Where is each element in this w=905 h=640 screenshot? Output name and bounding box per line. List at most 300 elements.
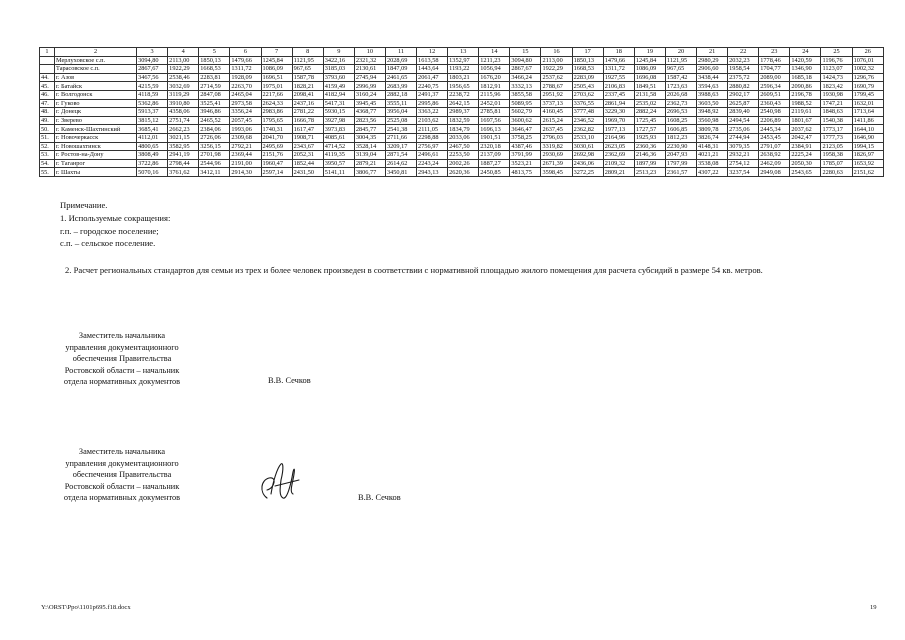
- table-cell: 2714,59: [199, 82, 230, 91]
- table-cell: 3809,78: [697, 125, 728, 134]
- table-cell: 1608,25: [665, 116, 696, 125]
- table-cell: 2823,56: [354, 116, 385, 125]
- table-cell: 24: [790, 48, 821, 57]
- table-cell: 1969,70: [603, 116, 634, 125]
- table-cell: 1988,52: [790, 99, 821, 108]
- table-cell: 2943,13: [417, 168, 448, 177]
- table-cell: 2541,38: [385, 125, 416, 134]
- table-cell: 3538,08: [697, 159, 728, 168]
- handwritten-signature: [253, 458, 303, 508]
- table-cell: 1479,66: [603, 56, 634, 65]
- table-cell: 1826,97: [852, 151, 883, 160]
- table-cell: 2452,01: [479, 99, 510, 108]
- table-header-row: [40, 48, 884, 57]
- table-cell: 967,65: [292, 65, 323, 74]
- table-cell: 2662,23: [168, 125, 199, 134]
- table-row: [40, 168, 884, 177]
- table-row: [40, 125, 884, 134]
- table-cell: 3119,29: [168, 90, 199, 99]
- signatory-title-line: Ростовской области – начальник: [64, 365, 180, 375]
- table-cell: 4119,35: [323, 151, 354, 160]
- table-cell: 1922,29: [168, 65, 199, 74]
- table-cell: 1799,45: [852, 90, 883, 99]
- table-cell: 1587,42: [665, 73, 696, 82]
- table-row: [40, 108, 884, 117]
- table-cell: 1587,78: [292, 73, 323, 82]
- table-cell: 2983,86: [261, 108, 292, 117]
- table-cell: 2033,06: [448, 133, 479, 142]
- table-cell: 1696,08: [634, 73, 665, 82]
- table-cell: 3722,86: [137, 159, 168, 168]
- table-cell: 2283,81: [199, 73, 230, 82]
- table-row: [40, 73, 884, 82]
- table-cell: г. Волгодонск: [55, 90, 137, 99]
- table-cell: 1196,76: [821, 56, 852, 65]
- table-cell: 3237,54: [728, 168, 759, 177]
- table-cell: 18: [603, 48, 634, 57]
- table-cell: 1925,93: [634, 133, 665, 142]
- table-cell: 2090,86: [790, 82, 821, 91]
- table-cell: 1666,78: [292, 116, 323, 125]
- table-cell: 47.: [40, 99, 55, 108]
- table-cell: 1975,01: [261, 82, 292, 91]
- table-cell: 2703,62: [572, 90, 603, 99]
- table-cell: 2906,60: [697, 65, 728, 74]
- table-cell: 17: [572, 48, 603, 57]
- signatory-title-block: [47, 330, 197, 388]
- abbreviation-sp: с.п. – сельское поселение.: [60, 238, 156, 249]
- table-cell: г. Новошахтинск: [55, 142, 137, 151]
- table-cell: 3079,35: [728, 142, 759, 151]
- table-cell: 3094,80: [137, 56, 168, 65]
- table-cell: 1696,13: [479, 125, 510, 134]
- table-cell: 1311,72: [230, 65, 261, 74]
- table-cell: 3988,63: [697, 90, 728, 99]
- table-cell: 1897,99: [634, 159, 665, 168]
- table-cell: 2941,19: [168, 151, 199, 160]
- table-cell: 1076,01: [852, 56, 883, 65]
- table-cell: 3523,21: [510, 159, 541, 168]
- table-cell: 2361,57: [665, 168, 696, 177]
- table-cell: 16: [541, 48, 572, 57]
- table-cell: 1685,18: [790, 73, 821, 82]
- table-cell: [40, 65, 55, 74]
- table-cell: 3021,15: [168, 133, 199, 142]
- table-cell: 46.: [40, 90, 55, 99]
- table-cell: 5913,37: [137, 108, 168, 117]
- table-cell: 2462,09: [759, 159, 790, 168]
- table-cell: 1540,38: [821, 116, 852, 125]
- table-cell: 3332,13: [510, 82, 541, 91]
- table-cell: 1352,97: [448, 56, 479, 65]
- table-cell: 2796,03: [541, 133, 572, 142]
- table-cell: 2537,62: [541, 73, 572, 82]
- table-cell: 49.: [40, 116, 55, 125]
- table-row: [40, 65, 884, 74]
- table-cell: 2113,00: [541, 56, 572, 65]
- table-cell: 2781,22: [292, 108, 323, 117]
- table-cell: 1632,01: [852, 99, 883, 108]
- table-cell: 2253,50: [448, 151, 479, 160]
- table-cell: 2867,67: [510, 65, 541, 74]
- table-cell: 2535,02: [634, 99, 665, 108]
- table-cell: 2298,88: [417, 133, 448, 142]
- table-cell: 2614,62: [385, 159, 416, 168]
- table-cell: 2696,53: [665, 108, 696, 117]
- table-cell: 2445,34: [759, 125, 790, 134]
- table-cell: 13: [448, 48, 479, 57]
- table-cell: 2543,65: [790, 168, 821, 177]
- table-cell: 44.: [40, 73, 55, 82]
- table-cell: 3793,60: [323, 73, 354, 82]
- table-cell: 3555,11: [385, 99, 416, 108]
- table-cell: 4118,59: [137, 90, 168, 99]
- table-cell: 2494,54: [728, 116, 759, 125]
- table-cell: 14: [479, 48, 510, 57]
- table-cell: 3910,80: [168, 99, 199, 108]
- table-cell: 3319,82: [541, 142, 572, 151]
- table-cell: 2624,33: [261, 99, 292, 108]
- table-cell: 20: [665, 48, 696, 57]
- table-cell: 1606,85: [665, 125, 696, 134]
- table-cell: 2032,23: [728, 56, 759, 65]
- table-cell: 3438,44: [697, 73, 728, 82]
- table-cell: 1690,79: [852, 82, 883, 91]
- table-cell: 3412,11: [199, 168, 230, 177]
- table-cell: 2002,26: [448, 159, 479, 168]
- table-cell: 3945,45: [354, 99, 385, 108]
- table-cell: 2052,31: [292, 151, 323, 160]
- table-cell: 2123,05: [821, 142, 852, 151]
- table-cell: 1993,06: [230, 125, 261, 134]
- table-cell: 2839,40: [728, 108, 759, 117]
- table-cell: 6: [230, 48, 261, 57]
- table-cell: 2788,67: [541, 82, 572, 91]
- table-cell: 2362,69: [603, 151, 634, 160]
- table-cell: 1803,21: [448, 73, 479, 82]
- table-cell: 1211,23: [479, 56, 510, 65]
- table-cell: 3528,14: [354, 142, 385, 151]
- table-cell: 52.: [40, 142, 55, 151]
- table-cell: 2130,61: [354, 65, 385, 74]
- table-cell: 5089,95: [510, 99, 541, 108]
- table-cell: 2119,61: [790, 108, 821, 117]
- table-cell: 3737,13: [541, 99, 572, 108]
- table-cell: 1424,73: [821, 73, 852, 82]
- table-cell: 1801,67: [790, 116, 821, 125]
- table-cell: 2867,67: [137, 65, 168, 74]
- table-cell: 19: [634, 48, 665, 57]
- table-cell: 1834,79: [448, 125, 479, 134]
- table-cell: 50.: [40, 125, 55, 134]
- table-cell: 4182,94: [323, 90, 354, 99]
- table-cell: 2057,45: [230, 116, 261, 125]
- signatory-title-line: отдела нормативных документов: [63, 493, 181, 503]
- table-cell: 2845,77: [354, 125, 385, 134]
- table-cell: 3466,24: [510, 73, 541, 82]
- table-cell: 1797,99: [665, 159, 696, 168]
- table-cell: 5141,11: [323, 168, 354, 177]
- table-cell: 4813,75: [510, 168, 541, 177]
- table-cell: 1346,90: [790, 65, 821, 74]
- table-cell: 3950,57: [323, 159, 354, 168]
- table-cell: 2609,51: [759, 90, 790, 99]
- table-cell: 2871,54: [385, 151, 416, 160]
- table-cell: 2467,50: [448, 142, 479, 151]
- table-cell: 1697,56: [479, 116, 510, 125]
- table-cell: 2791,07: [759, 142, 790, 151]
- table-cell: 5362,86: [137, 99, 168, 108]
- table-cell: 2637,45: [541, 125, 572, 134]
- table-cell: 1123,07: [821, 65, 852, 74]
- table-cell: 1747,21: [821, 99, 852, 108]
- notes-item-1: 1. Используемые сокращения:: [60, 212, 171, 223]
- table-cell: 15: [510, 48, 541, 57]
- table-cell: 3806,77: [354, 168, 385, 177]
- regional-standards-table: [39, 47, 884, 177]
- table-cell: 2751,74: [168, 116, 199, 125]
- table-cell: 5930,15: [323, 108, 354, 117]
- table-cell: 2217,66: [261, 90, 292, 99]
- signatory-title-line: Заместитель начальника: [78, 331, 166, 340]
- table-cell: 2798,44: [168, 159, 199, 168]
- table-cell: 2041,70: [261, 133, 292, 142]
- table-cell: 1812,91: [479, 82, 510, 91]
- table-cell: 1795,65: [261, 116, 292, 125]
- table-cell: 1852,44: [292, 159, 323, 168]
- table-cell: 2735,06: [728, 125, 759, 134]
- table-cell: 1: [40, 48, 55, 57]
- table-cell: 1832,59: [448, 116, 479, 125]
- table-cell: 2726,06: [199, 133, 230, 142]
- table-row: [40, 116, 884, 125]
- table-row: [40, 56, 884, 65]
- table-cell: 2496,61: [417, 151, 448, 160]
- table-cell: 967,65: [665, 65, 696, 74]
- table-cell: 1479,66: [230, 56, 261, 65]
- notes-section: [60, 199, 170, 250]
- table-cell: г. Шахты: [55, 168, 137, 177]
- table-cell: 1086,09: [261, 65, 292, 74]
- table-cell: 2544,96: [199, 159, 230, 168]
- table-cell: 2436,06: [572, 159, 603, 168]
- table-cell: 2191,00: [230, 159, 261, 168]
- table-cell: 2453,45: [759, 133, 790, 142]
- table-cell: 3467,56: [137, 73, 168, 82]
- table-cell: 3032,69: [168, 82, 199, 91]
- table-cell: 2026,68: [665, 90, 696, 99]
- table-cell: 2642,15: [448, 99, 479, 108]
- table-cell: 2882,24: [634, 108, 665, 117]
- table-cell: 2337,45: [603, 90, 634, 99]
- signatory-title-line: обеспечения Правительства: [72, 354, 172, 364]
- table-cell: 1245,84: [634, 56, 665, 65]
- table-cell: 1646,90: [852, 133, 883, 142]
- table-cell: Мерлуховское с.п.: [55, 56, 137, 65]
- table-cell: 3855,58: [510, 90, 541, 99]
- signatory-title-line: отдела нормативных документов: [63, 377, 181, 387]
- table-cell: 3598,45: [541, 168, 572, 177]
- table-cell: 2146,36: [634, 151, 665, 160]
- table-cell: 1928,09: [230, 73, 261, 82]
- table-cell: 3094,80: [510, 56, 541, 65]
- table-cell: 2243,24: [417, 159, 448, 168]
- table-cell: 2360,43: [759, 99, 790, 108]
- signatory-title-line: управления документационного: [65, 458, 179, 468]
- table-cell: 2847,08: [199, 90, 230, 99]
- table-cell: 1121,95: [665, 56, 696, 65]
- notes-item-2: 2. Расчет региональных стандартов для семьи из трех и более человек произведен в соответствии с нормативной площадью жилого помещения для расчета субсидий в размере 54 кв. метров.: [65, 265, 763, 275]
- table-cell: 3685,41: [137, 125, 168, 134]
- table-cell: 2: [55, 48, 137, 57]
- table-cell: 1704,77: [759, 65, 790, 74]
- table-cell: 3422,16: [323, 56, 354, 65]
- table-cell: 2596,34: [759, 82, 790, 91]
- table-row: [40, 142, 884, 151]
- table-cell: 1994,15: [852, 142, 883, 151]
- table-cell: 3185,03: [323, 65, 354, 74]
- table-cell: 3256,15: [199, 142, 230, 151]
- table-cell: 2756,97: [417, 142, 448, 151]
- table-cell: 1901,51: [479, 133, 510, 142]
- table-cell: 2465,52: [199, 116, 230, 125]
- table-cell: 2362,82: [572, 125, 603, 134]
- table-cell: 3004,35: [354, 133, 385, 142]
- table-cell: 2050,30: [790, 159, 821, 168]
- table-cell: 3761,62: [168, 168, 199, 177]
- table-cell: 2240,75: [417, 82, 448, 91]
- table-cell: 2932,21: [728, 151, 759, 160]
- table-cell: 3948,92: [697, 108, 728, 117]
- table-cell: 1958,38: [821, 151, 852, 160]
- table-cell: 4307,22: [697, 168, 728, 177]
- table-cell: 2930,69: [541, 151, 572, 160]
- table-cell: 2230,90: [665, 142, 696, 151]
- table-cell: 2343,67: [292, 142, 323, 151]
- table-cell: 2360,36: [634, 142, 665, 151]
- table-cell: 2882,18: [385, 90, 416, 99]
- table-cell: 2283,09: [572, 73, 603, 82]
- table-cell: 1443,64: [417, 65, 448, 74]
- page-number: 19: [870, 604, 877, 611]
- signatory-name: В.В. Сечков: [268, 376, 311, 385]
- table-cell: 2540,98: [759, 108, 790, 117]
- table-cell: 2280,63: [821, 168, 852, 177]
- table-cell: 4215,59: [137, 82, 168, 91]
- table-cell: 2744,94: [728, 133, 759, 142]
- table-cell: 3272,25: [572, 168, 603, 177]
- table-cell: 2951,92: [541, 90, 572, 99]
- table-cell: 1927,55: [603, 73, 634, 82]
- table-cell: 2151,76: [261, 151, 292, 160]
- table-cell: 2533,10: [572, 133, 603, 142]
- table-cell: 2103,62: [417, 116, 448, 125]
- table-cell: 2131,58: [634, 90, 665, 99]
- table-cell: 2109,32: [603, 159, 634, 168]
- table-cell: 1828,21: [292, 82, 323, 91]
- table-cell: 2989,37: [448, 108, 479, 117]
- table-cell: 1420,59: [790, 56, 821, 65]
- table-cell: 2263,70: [230, 82, 261, 91]
- table-cell: 2450,85: [479, 168, 510, 177]
- table-cell: 3603,50: [697, 99, 728, 108]
- table-cell: 4714,52: [323, 142, 354, 151]
- table-cell: 1958,54: [728, 65, 759, 74]
- table-cell: 2196,78: [790, 90, 821, 99]
- table-cell: 2880,82: [728, 82, 759, 91]
- table-cell: 2362,73: [665, 99, 696, 108]
- table-cell: 2384,91: [790, 142, 821, 151]
- table-cell: 1245,84: [261, 56, 292, 65]
- table-cell: г. Донецк: [55, 108, 137, 117]
- table-cell: 3777,48: [572, 108, 603, 117]
- table-cell: 2949,08: [759, 168, 790, 177]
- table-cell: 1778,46: [759, 56, 790, 65]
- table-cell: 4160,45: [541, 108, 572, 117]
- table-cell: г. Новочеркасск: [55, 133, 137, 142]
- table-cell: 3229,30: [603, 108, 634, 117]
- table-cell: 2623,05: [603, 142, 634, 151]
- table-cell: 1849,51: [634, 82, 665, 91]
- table-cell: 2615,24: [541, 116, 572, 125]
- table-cell: 2089,00: [759, 73, 790, 82]
- table-cell: 1847,09: [385, 65, 416, 74]
- table-cell: 2369,44: [230, 151, 261, 160]
- table-cell: [40, 56, 55, 65]
- table-cell: 1696,51: [261, 73, 292, 82]
- table-cell: 21: [697, 48, 728, 57]
- table-cell: 2505,43: [572, 82, 603, 91]
- table-row: [40, 159, 884, 168]
- table-cell: 1653,92: [852, 159, 883, 168]
- abbreviation-gp: г.п. – городское поселение;: [60, 225, 159, 236]
- table-cell: 3946,86: [199, 108, 230, 117]
- table-cell: 3030,61: [572, 142, 603, 151]
- table-cell: 2106,83: [603, 82, 634, 91]
- table-cell: 3376,55: [572, 99, 603, 108]
- table-cell: 4368,77: [354, 108, 385, 117]
- table-cell: 4159,49: [323, 82, 354, 91]
- table-cell: 1848,63: [821, 108, 852, 117]
- signatory-title-block: [47, 446, 197, 504]
- table-cell: 1777,73: [821, 133, 852, 142]
- signatory-title-line: обеспечения Правительства: [72, 470, 172, 480]
- table-cell: 2996,99: [354, 82, 385, 91]
- table-cell: 2809,21: [603, 168, 634, 177]
- table-cell: 1296,76: [852, 73, 883, 82]
- table-cell: 51.: [40, 133, 55, 142]
- table-cell: 2638,92: [759, 151, 790, 160]
- table-cell: 1713,64: [852, 108, 883, 117]
- table-cell: 2037,62: [790, 125, 821, 134]
- signatory-title-line: Заместитель начальника: [78, 447, 166, 456]
- table-cell: 23: [759, 48, 790, 57]
- table-cell: 53.: [40, 151, 55, 160]
- table-cell: 2597,14: [261, 168, 292, 177]
- table-cell: 2525,08: [385, 116, 416, 125]
- table-cell: 2098,41: [292, 90, 323, 99]
- table-cell: 3356,24: [230, 108, 261, 117]
- table-cell: 3594,63: [697, 82, 728, 91]
- table-cell: 3363,22: [417, 108, 448, 117]
- table-cell: 2701,98: [199, 151, 230, 160]
- table-cell: 1411,86: [852, 116, 883, 125]
- table-cell: 2513,23: [634, 168, 665, 177]
- table-cell: 2980,29: [697, 56, 728, 65]
- table-cell: 1193,22: [448, 65, 479, 74]
- table-cell: 1668,53: [572, 65, 603, 74]
- table-cell: 3160,24: [354, 90, 385, 99]
